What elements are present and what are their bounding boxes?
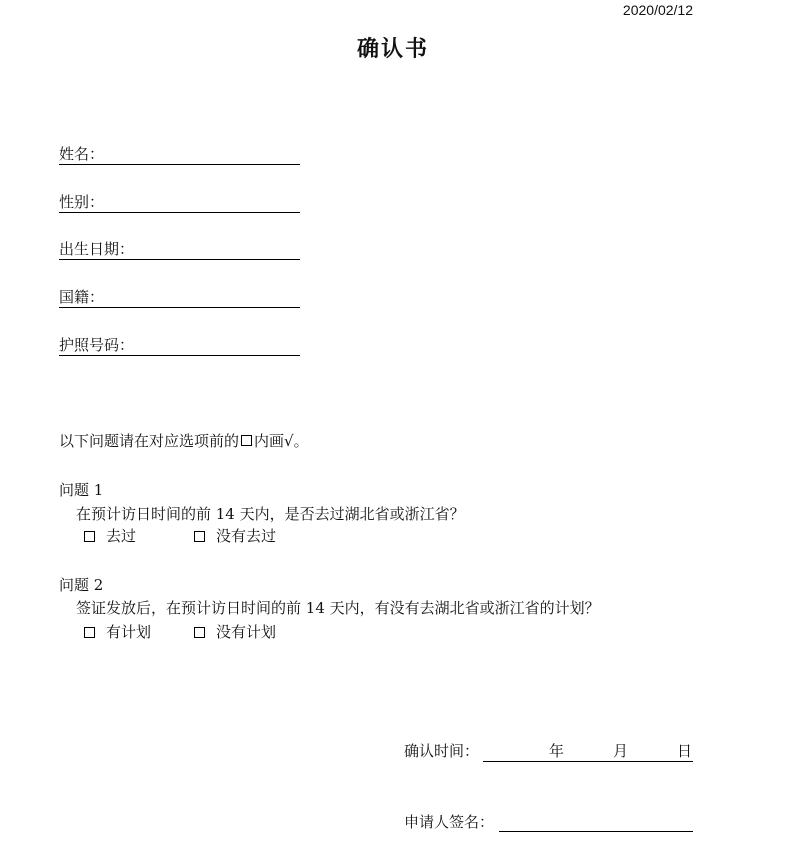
question-2-label: 问题 2 [59,576,104,594]
checkbox-icon [241,435,252,446]
gender-field[interactable] [59,192,300,213]
gender-label: 性别： [59,193,105,211]
question-2-option-no[interactable] [194,622,276,642]
document-title: 确认书 [356,36,429,62]
option-label: 有计划 [106,623,152,641]
nationality-label: 国籍： [59,288,105,306]
confirm-time-label: 确认时间： [404,742,480,760]
instruction-before: 以下问题请在对应选项前的 [59,432,240,450]
month-label: 月 [613,742,629,760]
checkbox[interactable] [194,627,205,638]
question-2-option-yes[interactable] [84,622,151,642]
question-2-text: 签证发放后，在预计访日时间的前 14 天内，有没有去湖北省或浙江省的计划？ [76,599,600,617]
question-1-text: 在预计访日时间的前 14 天内，是否去过湖北省或浙江省？ [76,505,465,523]
day-label: 日 [677,742,693,760]
checkbox[interactable] [84,627,95,638]
name-label: 姓名： [59,145,105,163]
signature-field[interactable] [499,811,693,832]
birthdate-label: 出生日期： [59,240,135,258]
document-date: 2020/02/12 [622,2,693,18]
confirm-time-field[interactable] [483,741,693,762]
signature-label: 申请人签名： [404,813,495,831]
question-1-option-yes[interactable] [84,526,136,546]
option-label: 去过 [106,527,137,545]
option-label: 没有去过 [216,527,277,545]
question-1-option-no[interactable] [194,526,276,546]
question-1-label: 问题 1 [59,481,104,499]
passport-number-label: 护照号码： [59,336,135,354]
year-label: 年 [549,742,565,760]
birthdate-field[interactable] [59,239,300,260]
instruction-text [59,431,309,451]
passport-number-field[interactable] [59,335,300,356]
option-label: 没有计划 [216,623,277,641]
instruction-after: 内画√。 [254,432,309,450]
checkbox[interactable] [84,531,95,542]
name-field[interactable] [59,144,300,165]
nationality-field[interactable] [59,287,300,308]
checkbox[interactable] [194,531,205,542]
